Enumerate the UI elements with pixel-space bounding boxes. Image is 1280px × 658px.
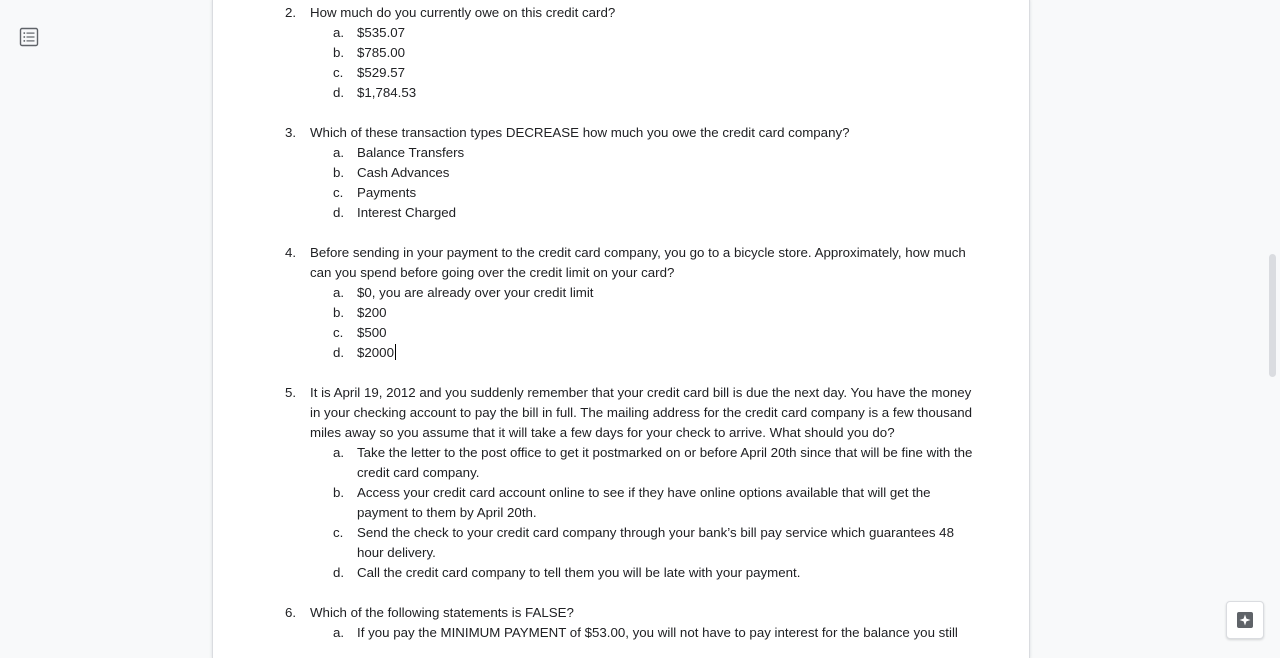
option-item	[333, 623, 985, 643]
document-content[interactable]	[285, 3, 985, 643]
option-item	[333, 203, 985, 223]
option-letter: a.	[333, 145, 345, 160]
option-item	[333, 43, 985, 63]
option-item	[333, 483, 985, 523]
question-text: Which of the following statements is FALSE?	[310, 605, 574, 620]
option-value: $2000	[357, 345, 394, 360]
option-item	[333, 143, 985, 163]
question-number: 3.	[285, 125, 297, 140]
option-item	[333, 323, 985, 343]
option-letter: c.	[333, 65, 344, 80]
question-4	[285, 243, 985, 283]
option-item	[333, 83, 985, 103]
text-cursor	[395, 344, 396, 360]
question-number: 2.	[285, 5, 297, 20]
option-item	[333, 303, 985, 323]
option-text: $529.57	[357, 65, 406, 80]
option-letter: d.	[333, 565, 345, 580]
explore-sparkle-icon	[1235, 610, 1255, 630]
option-letter: c.	[333, 325, 344, 340]
question-number: 5.	[285, 385, 297, 400]
option-item	[333, 23, 985, 43]
option-letter: b.	[333, 485, 345, 500]
option-text: Call the credit card company to tell them you will be late with your payment.	[357, 565, 801, 580]
option-letter: d.	[333, 85, 345, 100]
option-text: If you pay the MINIMUM PAYMENT of $53.00, you will not have to pay interest for the balance you still	[357, 625, 958, 640]
option-text: $1,784.53	[357, 85, 417, 100]
option-text: $785.00	[357, 45, 406, 60]
question-text: It is April 19, 2012 and you suddenly remember that your credit card bill is due the next day. You have the money in your checking account to pay the bill in full. The mailing address for the credit card company is a few thousand miles away so you assume that it will take a few days for your check to arrive. What should you do?	[310, 385, 973, 440]
option-letter: b.	[333, 305, 345, 320]
option-text: $500	[357, 325, 387, 340]
question-2	[285, 3, 985, 23]
paragraph-spacer	[285, 223, 985, 243]
option-item	[333, 183, 985, 203]
option-item	[333, 63, 985, 83]
option-letter: a.	[333, 445, 345, 460]
option-item	[333, 163, 985, 183]
option-item	[333, 523, 985, 563]
question-text: Which of these transaction types DECREASE how much you owe the credit card company?	[310, 125, 850, 140]
option-letter: b.	[333, 165, 345, 180]
question-6	[285, 603, 985, 623]
explore-button[interactable]	[1226, 601, 1264, 639]
option-text: Send the check to your credit card company through your bank’s bill pay service which guarantees 48 hour delivery.	[357, 525, 954, 560]
question-text: Before sending in your payment to the credit card company, you go to a bicycle store. Approximately, how much can you spend before going over the credit limit on your card?	[310, 245, 966, 280]
question-5	[285, 383, 985, 443]
paragraph-spacer	[285, 583, 985, 603]
option-text: Cash Advances	[357, 165, 450, 180]
option-text: Access your credit card account online to see if they have online options available that will get the payment to them by April 20th.	[357, 485, 931, 520]
document-page[interactable]	[212, 0, 1030, 658]
option-text: Balance Transfers	[357, 145, 465, 160]
option-text: $200	[357, 305, 387, 320]
option-item	[333, 443, 985, 483]
document-outline-button[interactable]	[17, 25, 41, 49]
vertical-scrollbar-thumb[interactable]	[1269, 254, 1276, 377]
option-letter: d.	[333, 205, 345, 220]
option-text: $535.07	[357, 25, 406, 40]
document-outline-icon	[19, 27, 39, 47]
question-number: 6.	[285, 605, 297, 620]
question-number: 4.	[285, 245, 297, 260]
option-letter: c.	[333, 185, 344, 200]
option-item	[333, 563, 985, 583]
option-letter: a.	[333, 625, 345, 640]
question-text: How much do you currently owe on this credit card?	[310, 5, 616, 20]
option-letter: b.	[333, 45, 345, 60]
option-letter: d.	[333, 345, 345, 360]
option-text: Interest Charged	[357, 205, 457, 220]
option-text: Take the letter to the post office to get it postmarked on or before April 20th since that will be fine with the credit card company.	[357, 445, 973, 480]
option-letter: a.	[333, 285, 345, 300]
option-letter: c.	[333, 525, 344, 540]
option-text	[357, 343, 981, 363]
option-item	[333, 283, 985, 303]
question-3	[285, 123, 985, 143]
option-text: $0, you are already over your credit limit	[357, 285, 594, 300]
paragraph-spacer	[285, 363, 985, 383]
option-text: Payments	[357, 185, 417, 200]
paragraph-spacer	[285, 103, 985, 123]
option-item	[333, 343, 985, 363]
option-letter: a.	[333, 25, 345, 40]
